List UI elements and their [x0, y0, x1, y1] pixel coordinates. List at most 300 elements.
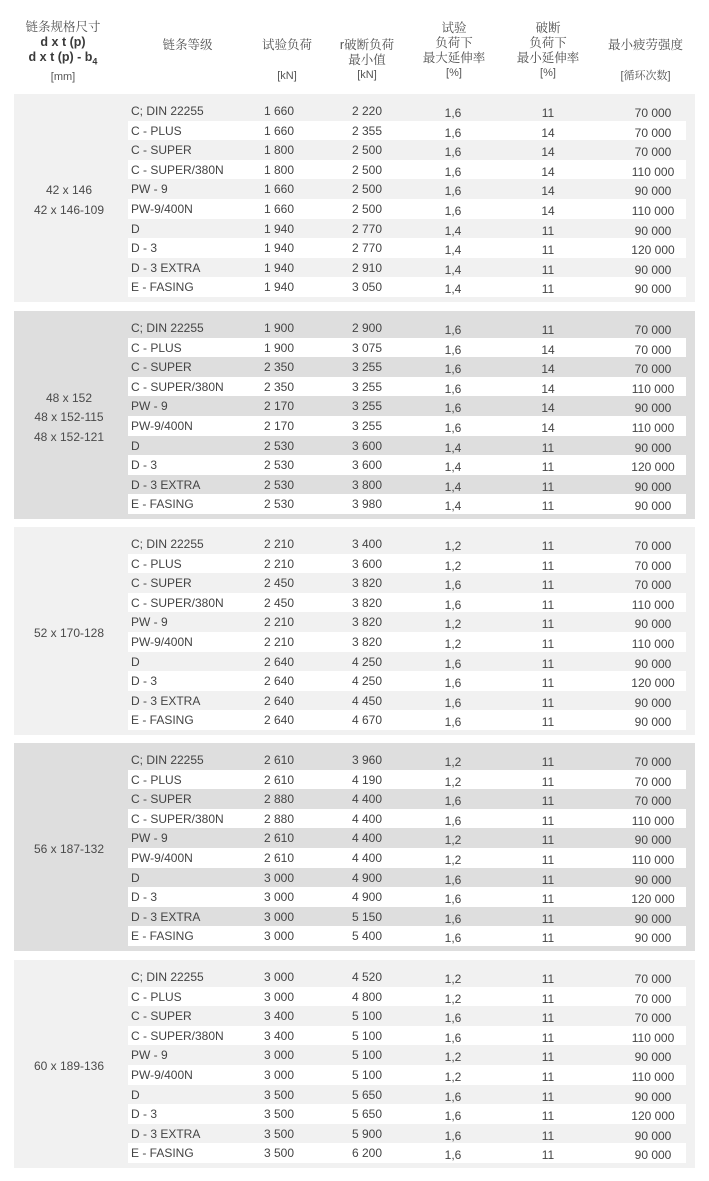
table-row — [128, 455, 686, 475]
cell-fatigue: 110 000 — [631, 637, 675, 651]
cell-breaking-load: 3 820 — [351, 595, 383, 610]
cell-test-load: 2 880 — [263, 811, 295, 826]
header-test-load-unit: [kN] — [277, 70, 297, 82]
cell-fatigue: 70 000 — [634, 794, 672, 809]
cell-test-load: 1 660 — [263, 104, 295, 118]
table-row — [128, 416, 686, 436]
table-row — [128, 907, 686, 927]
cell-breaking-load: 5 100 — [351, 1068, 383, 1082]
cell-grade: D — [131, 870, 140, 885]
cell-test-load: 2 610 — [263, 851, 295, 865]
cell-grade: C - SUPER/380N — [131, 1028, 224, 1043]
cell-grade: D — [131, 438, 140, 453]
header-grade-text: 链条等级 — [162, 38, 213, 52]
cell-fatigue: 90 000 — [634, 872, 672, 887]
cell-breaking-load: 2 220 — [351, 104, 383, 118]
table-row — [128, 396, 686, 416]
cell-elong-test: 1,2 — [444, 617, 462, 632]
cell-breaking-load: 2 770 — [351, 241, 383, 256]
cell-breaking-load: 5 150 — [351, 909, 383, 924]
cell-fatigue: 70 000 — [634, 362, 672, 377]
cell-elong-break: 11 — [541, 931, 555, 946]
cell-breaking-load: 3 255 — [351, 360, 383, 375]
cell-fatigue: 90 000 — [634, 715, 672, 730]
cell-test-load: 1 800 — [263, 162, 295, 177]
cell-grade: D - 3 EXTRA — [131, 260, 201, 275]
chain-size-group — [14, 94, 695, 302]
cell-fatigue: 120 000 — [631, 243, 675, 258]
cell-fatigue: 110 000 — [631, 204, 675, 218]
cell-elong-break: 11 — [541, 479, 555, 494]
cell-test-load: 2 610 — [263, 753, 295, 767]
header-fatigue — [598, 38, 693, 84]
table-row — [128, 652, 686, 672]
cell-fatigue: 90 000 — [634, 1128, 672, 1143]
cell-elong-test: 1,4 — [444, 499, 462, 514]
cell-fatigue: 70 000 — [634, 972, 672, 986]
cell-breaking-load: 4 400 — [351, 831, 383, 846]
header-size-formula-2 — [8, 50, 118, 70]
header-fatigue-text: 最小疲劳强度 — [607, 38, 683, 52]
cell-elong-test: 1,6 — [444, 794, 462, 809]
header-breaking-line2: 最小值 — [348, 53, 386, 67]
cell-test-load: 2 640 — [263, 693, 295, 708]
cell-elong-break: 11 — [541, 1089, 555, 1104]
cell-test-load: 1 800 — [263, 143, 295, 158]
cell-grade: PW - 9 — [131, 615, 168, 630]
cell-fatigue: 120 000 — [631, 892, 675, 907]
table-row — [128, 671, 686, 691]
cell-fatigue: 70 000 — [634, 774, 672, 789]
cell-elong-test: 1,2 — [444, 558, 462, 573]
table-row — [128, 691, 686, 711]
cell-elong-break: 11 — [541, 106, 555, 120]
cell-elong-test: 1,4 — [444, 479, 462, 494]
cell-grade: E - FASING — [131, 1146, 194, 1161]
cell-test-load: 2 610 — [263, 772, 295, 787]
cell-fatigue: 90 000 — [634, 440, 672, 455]
cell-breaking-load: 4 190 — [351, 772, 383, 787]
cell-elong-test: 1,6 — [444, 872, 462, 887]
cell-breaking-load: 4 400 — [351, 851, 383, 865]
cell-grade: PW - 9 — [131, 182, 168, 197]
cell-elong-test: 1,2 — [444, 755, 462, 769]
table-row — [128, 494, 686, 514]
cell-grade: C - PLUS — [131, 556, 182, 571]
cell-elong-test: 1,6 — [444, 1148, 462, 1163]
chain-size-group — [14, 527, 695, 735]
cell-grade: C - PLUS — [131, 340, 182, 355]
cell-elong-test: 1,6 — [444, 1128, 462, 1143]
cell-test-load: 2 350 — [263, 360, 295, 375]
cell-fatigue: 70 000 — [634, 558, 672, 573]
cell-elong-test: 1,6 — [444, 813, 462, 828]
header-elong-break-unit: [%] — [540, 67, 556, 79]
header-size-formula-1: d x t (p) — [40, 35, 86, 49]
cell-grade: C; DIN 22255 — [131, 970, 204, 984]
cell-grade: C; DIN 22255 — [131, 537, 204, 551]
cell-breaking-load: 5 100 — [351, 1009, 383, 1024]
cell-elong-break: 11 — [541, 1011, 555, 1026]
header-elong-test-line3: 最大延伸率 — [422, 51, 486, 65]
table-row — [128, 1085, 686, 1105]
cell-breaking-load: 3 050 — [351, 280, 383, 295]
cell-elong-test: 1,6 — [444, 362, 462, 377]
cell-elong-break: 11 — [541, 755, 555, 769]
chain-size-line: 48 x 152-121 — [33, 429, 105, 444]
cell-grade: E - FASING — [131, 713, 194, 728]
cell-test-load: 2 210 — [263, 615, 295, 630]
cell-grade: D - 3 EXTRA — [131, 477, 201, 492]
cell-elong-break: 11 — [541, 617, 555, 632]
cell-test-load: 3 500 — [263, 1087, 295, 1102]
table-row — [128, 809, 686, 829]
cell-grade: C - PLUS — [131, 123, 182, 138]
chain-size-line: 48 x 152 — [45, 390, 93, 405]
cell-elong-break: 11 — [541, 972, 555, 986]
chain-size-label — [14, 624, 124, 644]
cell-elong-break: 14 — [541, 164, 555, 179]
cell-breaking-load: 2 500 — [351, 143, 383, 158]
cell-test-load: 2 640 — [263, 713, 295, 728]
cell-elong-test: 1,6 — [444, 1109, 462, 1124]
cell-elong-test: 1,6 — [444, 184, 462, 199]
cell-grade: C - SUPER — [131, 143, 192, 158]
cell-test-load: 2 610 — [263, 831, 295, 846]
header-size-unit: [mm] — [50, 70, 76, 83]
cell-elong-test: 1,4 — [444, 460, 462, 475]
cell-elong-test: 1,6 — [444, 931, 462, 946]
cell-elong-break: 11 — [541, 833, 555, 848]
cell-elong-break: 11 — [541, 991, 555, 1006]
cell-grade: PW-9/400N — [131, 851, 193, 865]
cell-breaking-load: 5 650 — [351, 1107, 383, 1122]
cell-test-load: 1 900 — [263, 321, 295, 335]
header-elong-break-line1: 破断 — [535, 21, 561, 35]
cell-test-load: 3 500 — [263, 1146, 295, 1161]
chain-size-line: 48 x 152-115 — [34, 410, 104, 425]
header-size-formula-2-text: d x t (p) - b — [28, 50, 93, 64]
table-row — [128, 160, 686, 180]
cell-fatigue: 110 000 — [631, 164, 675, 179]
chain-size-line: 52 x 170-128 — [33, 626, 105, 641]
cell-fatigue: 110 000 — [631, 1070, 675, 1084]
cell-breaking-load: 5 400 — [351, 929, 383, 944]
cell-grade: C - SUPER/380N — [131, 379, 224, 394]
table-row — [128, 789, 686, 809]
table-row — [128, 534, 686, 554]
table-row — [128, 258, 686, 278]
cell-fatigue: 90 000 — [634, 499, 672, 514]
cell-test-load: 1 660 — [263, 202, 295, 216]
cell-breaking-load: 4 520 — [351, 970, 383, 984]
cell-elong-break: 11 — [541, 539, 555, 553]
cell-breaking-load: 3 075 — [351, 340, 383, 355]
cell-grade: C - SUPER — [131, 792, 192, 807]
cell-elong-break: 11 — [541, 223, 555, 238]
table-row — [128, 1026, 686, 1046]
cell-grade: D - 3 EXTRA — [131, 693, 201, 708]
cell-test-load: 1 940 — [263, 241, 295, 256]
cell-elong-break: 11 — [541, 813, 555, 828]
cell-elong-test: 1,6 — [444, 401, 462, 416]
cell-breaking-load: 3 255 — [351, 399, 383, 414]
table-row — [128, 828, 686, 848]
cell-elong-test: 1,2 — [444, 833, 462, 848]
cell-breaking-load: 2 770 — [351, 221, 383, 236]
cell-test-load: 3 000 — [263, 909, 295, 924]
cell-test-load: 1 940 — [263, 260, 295, 275]
cell-elong-break: 11 — [541, 853, 555, 867]
cell-grade: PW-9/400N — [131, 202, 193, 216]
cell-grade: E - FASING — [131, 280, 194, 295]
chain-size-group — [14, 311, 695, 519]
cell-fatigue: 90 000 — [634, 656, 672, 671]
cell-elong-break: 11 — [541, 695, 555, 710]
cell-elong-test: 1,2 — [444, 637, 462, 651]
table-row — [128, 967, 686, 987]
table-header — [0, 0, 709, 92]
header-elongation-break — [508, 21, 588, 81]
cell-breaking-load: 3 960 — [351, 753, 383, 767]
cell-elong-break: 11 — [541, 558, 555, 573]
cell-elong-test: 1,6 — [444, 145, 462, 160]
table-row — [128, 357, 686, 377]
cell-breaking-load: 3 820 — [351, 635, 383, 649]
cell-elong-break: 11 — [541, 676, 555, 691]
cell-fatigue: 90 000 — [634, 262, 672, 277]
cell-fatigue: 70 000 — [634, 578, 672, 593]
cell-elong-test: 1,2 — [444, 853, 462, 867]
cell-elong-test: 1,2 — [444, 1070, 462, 1084]
cell-test-load: 3 500 — [263, 1126, 295, 1141]
cell-test-load: 2 530 — [263, 497, 295, 512]
cell-grade: C - SUPER — [131, 576, 192, 591]
cell-elong-test: 1,6 — [444, 204, 462, 218]
cell-fatigue: 110 000 — [631, 381, 675, 396]
table-row — [128, 475, 686, 495]
cell-elong-test: 1,6 — [444, 1011, 462, 1026]
cell-grade: D — [131, 1087, 140, 1102]
table-row — [128, 238, 686, 258]
table-row — [128, 770, 686, 790]
cell-elong-break: 11 — [541, 637, 555, 651]
header-elong-test-line2: 负荷下 — [435, 36, 473, 50]
cell-elong-test: 1,4 — [444, 243, 462, 258]
cell-elong-test: 1,6 — [444, 892, 462, 907]
cell-breaking-load: 2 900 — [351, 321, 383, 335]
cell-fatigue: 90 000 — [634, 1050, 672, 1065]
cell-breaking-load: 4 900 — [351, 890, 383, 905]
table-row — [128, 277, 686, 297]
cell-breaking-load: 3 980 — [351, 497, 383, 512]
cell-elong-test: 1,6 — [444, 656, 462, 671]
cell-elong-break: 11 — [541, 774, 555, 789]
cell-breaking-load: 2 500 — [351, 162, 383, 177]
header-test-load-text: 试验负荷 — [261, 38, 312, 52]
cell-fatigue: 110 000 — [631, 853, 675, 867]
cell-breaking-load: 2 355 — [351, 123, 383, 138]
cell-elong-break: 11 — [541, 597, 555, 612]
cell-fatigue: 70 000 — [634, 342, 672, 357]
cell-test-load: 2 530 — [263, 477, 295, 492]
cell-elong-break: 11 — [541, 715, 555, 730]
cell-fatigue: 90 000 — [634, 401, 672, 416]
table-row — [128, 710, 686, 730]
cell-elong-test: 1,4 — [444, 223, 462, 238]
cell-grade: PW - 9 — [131, 831, 168, 846]
cell-grade: C - SUPER — [131, 1009, 192, 1024]
cell-test-load: 1 940 — [263, 280, 295, 295]
cell-fatigue: 120 000 — [631, 460, 675, 475]
cell-breaking-load: 4 800 — [351, 989, 383, 1004]
cell-fatigue: 90 000 — [634, 1089, 672, 1104]
cell-fatigue: 70 000 — [634, 145, 672, 160]
cell-elong-break: 11 — [541, 323, 555, 337]
cell-test-load: 2 640 — [263, 674, 295, 689]
table-row — [128, 121, 686, 141]
cell-fatigue: 90 000 — [634, 931, 672, 946]
cell-grade: D - 3 EXTRA — [131, 1126, 201, 1141]
cell-test-load: 2 210 — [263, 556, 295, 571]
cell-grade: D - 3 EXTRA — [131, 909, 201, 924]
chain-size-group — [14, 960, 695, 1168]
cell-elong-break: 11 — [541, 440, 555, 455]
cell-test-load: 2 450 — [263, 576, 295, 591]
header-chain-size — [8, 20, 118, 85]
cell-breaking-load: 4 900 — [351, 870, 383, 885]
chain-size-line: 56 x 187-132 — [33, 842, 105, 857]
cell-test-load: 2 530 — [263, 438, 295, 453]
cell-grade: C - SUPER — [131, 360, 192, 375]
cell-grade: PW-9/400N — [131, 1068, 193, 1082]
cell-elong-test: 1,4 — [444, 282, 462, 297]
cell-test-load: 3 500 — [263, 1107, 295, 1122]
cell-fatigue: 120 000 — [631, 676, 675, 691]
cell-breaking-load: 4 670 — [351, 713, 383, 728]
cell-elong-break: 11 — [541, 499, 555, 514]
table-row — [128, 848, 686, 868]
header-size-formula-2-sub: 4 — [92, 56, 98, 67]
cell-breaking-load: 5 650 — [351, 1087, 383, 1102]
cell-fatigue: 70 000 — [634, 539, 672, 553]
chain-size-line: 42 x 146 — [45, 183, 93, 198]
cell-fatigue: 110 000 — [631, 813, 675, 828]
cell-breaking-load: 4 250 — [351, 674, 383, 689]
header-elong-break-line3: 最小延伸率 — [516, 51, 580, 65]
cell-grade: E - FASING — [131, 497, 194, 512]
cell-breaking-load: 2 500 — [351, 182, 383, 197]
cell-elong-test: 1,2 — [444, 991, 462, 1006]
cell-elong-test: 1,6 — [444, 125, 462, 140]
cell-fatigue: 110 000 — [631, 421, 675, 435]
cell-breaking-load: 3 255 — [351, 379, 383, 394]
table-row — [128, 926, 686, 946]
cell-breaking-load: 4 400 — [351, 811, 383, 826]
cell-test-load: 1 660 — [263, 182, 295, 197]
header-size-title: 链条规格尺寸 — [25, 20, 101, 34]
cell-fatigue: 70 000 — [634, 755, 672, 769]
cell-elong-break: 11 — [541, 794, 555, 809]
cell-elong-test: 1,6 — [444, 578, 462, 593]
cell-grade: D — [131, 654, 140, 669]
cell-breaking-load: 3 600 — [351, 458, 383, 473]
table-row — [128, 1006, 686, 1026]
table-row — [128, 887, 686, 907]
cell-grade: D - 3 — [131, 458, 158, 473]
table-row — [128, 632, 686, 652]
cell-elong-test: 1,2 — [444, 539, 462, 553]
table-row — [128, 868, 686, 888]
cell-breaking-load: 3 820 — [351, 615, 383, 630]
cell-fatigue: 90 000 — [634, 282, 672, 297]
cell-elong-test: 1,6 — [444, 715, 462, 730]
cell-elong-test: 1,6 — [444, 695, 462, 710]
table-row — [128, 179, 686, 199]
cell-elong-break: 11 — [541, 282, 555, 297]
cell-breaking-load: 2 500 — [351, 202, 383, 216]
cell-breaking-load: 3 400 — [351, 537, 383, 551]
cell-test-load: 3 000 — [263, 989, 295, 1004]
cell-grade: PW - 9 — [131, 399, 168, 414]
chain-size-label — [14, 840, 124, 860]
table-row — [128, 1104, 686, 1124]
table-row — [128, 1143, 686, 1163]
cell-elong-break: 11 — [541, 872, 555, 887]
header-elong-test-unit: [%] — [446, 67, 462, 79]
cell-fatigue: 110 000 — [631, 597, 675, 612]
cell-grade: D - 3 — [131, 674, 158, 689]
cell-elong-break: 11 — [541, 911, 555, 926]
cell-elong-break: 14 — [541, 381, 555, 396]
cell-breaking-load: 4 400 — [351, 792, 383, 807]
cell-elong-test: 1,6 — [444, 323, 462, 337]
table-row — [128, 219, 686, 239]
cell-elong-break: 11 — [541, 1050, 555, 1065]
cell-fatigue: 70 000 — [634, 1011, 672, 1026]
cell-elong-break: 11 — [541, 578, 555, 593]
cell-grade: D - 3 — [131, 241, 158, 256]
cell-fatigue: 90 000 — [634, 695, 672, 710]
cell-elong-break: 14 — [541, 145, 555, 160]
cell-elong-break: 14 — [541, 125, 555, 140]
cell-elong-test: 1,6 — [444, 911, 462, 926]
cell-breaking-load: 4 250 — [351, 654, 383, 669]
cell-breaking-load: 4 450 — [351, 693, 383, 708]
cell-elong-break: 14 — [541, 342, 555, 357]
cell-test-load: 3 000 — [263, 890, 295, 905]
cell-grade: D - 3 — [131, 1107, 158, 1122]
cell-fatigue: 70 000 — [634, 323, 672, 337]
cell-elong-break: 14 — [541, 362, 555, 377]
cell-elong-test: 1,4 — [444, 262, 462, 277]
chain-size-label — [14, 1057, 124, 1077]
cell-fatigue: 90 000 — [634, 911, 672, 926]
header-breaking-line1: r破断负荷 — [339, 38, 395, 52]
cell-grade: PW-9/400N — [131, 635, 193, 649]
cell-test-load: 1 660 — [263, 123, 295, 138]
cell-fatigue: 90 000 — [634, 184, 672, 199]
cell-elong-break: 11 — [541, 1128, 555, 1143]
table-row — [128, 750, 686, 770]
cell-test-load: 2 450 — [263, 595, 295, 610]
cell-grade: C - SUPER/380N — [131, 162, 224, 177]
cell-elong-break: 11 — [541, 460, 555, 475]
cell-test-load: 1 900 — [263, 340, 295, 355]
cell-breaking-load: 3 600 — [351, 556, 383, 571]
table-row — [128, 573, 686, 593]
cell-elong-test: 1,6 — [444, 1089, 462, 1104]
